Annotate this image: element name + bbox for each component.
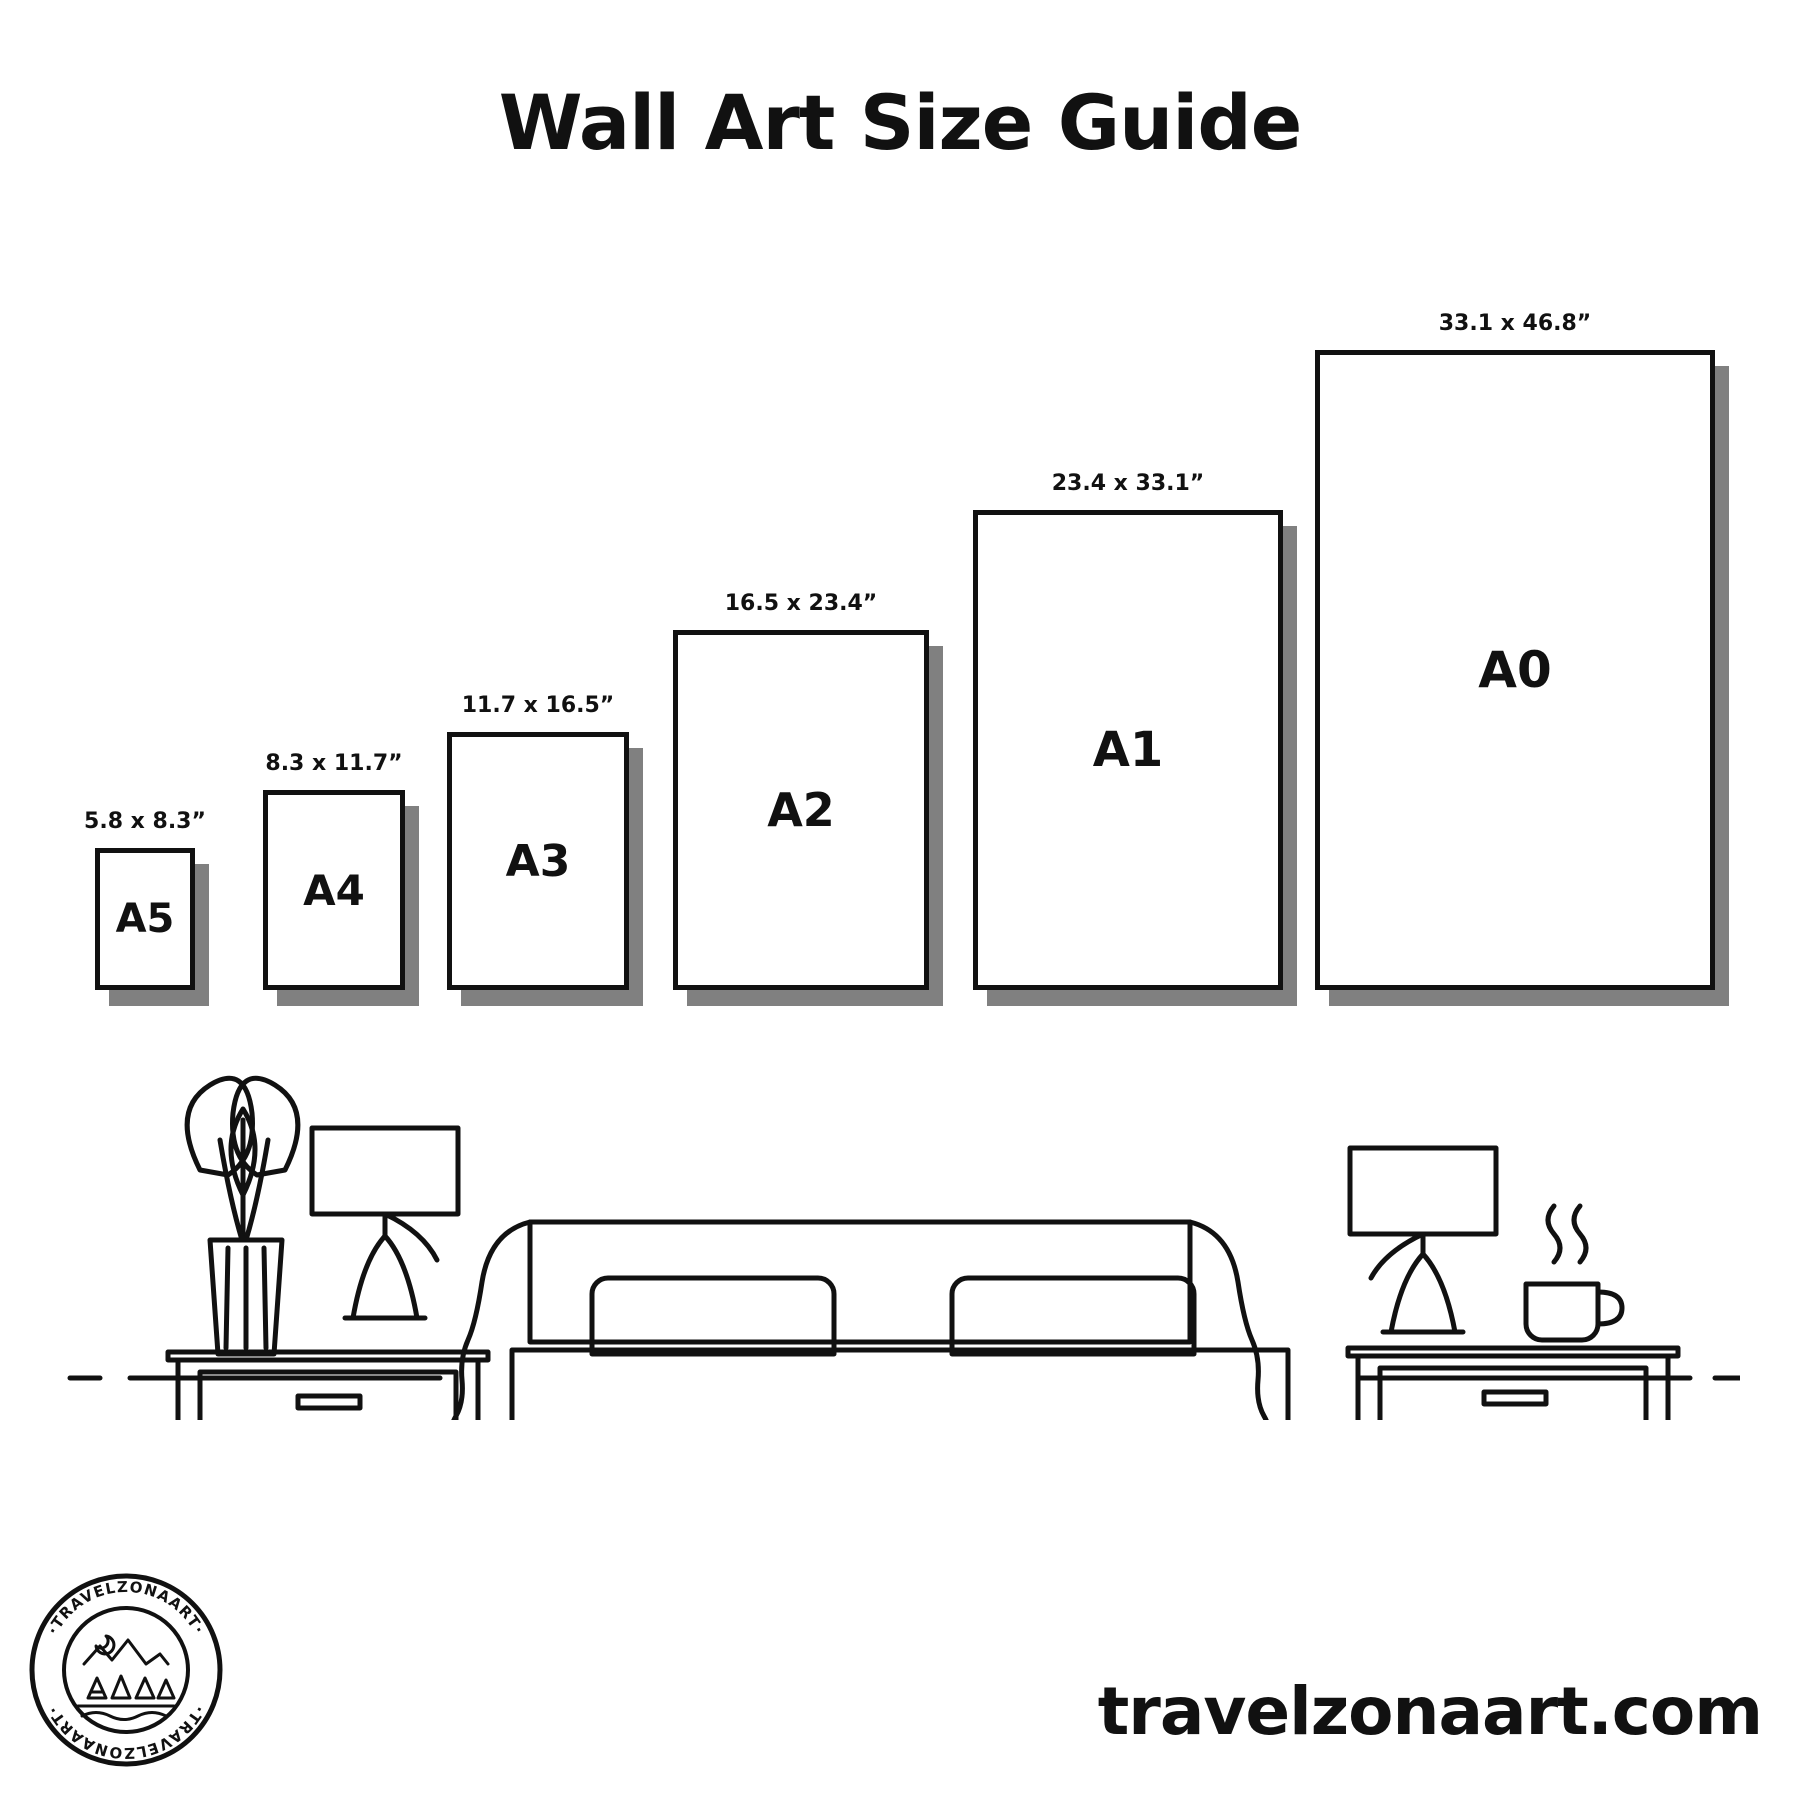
size-frame-a5[interactable] <box>84 809 206 990</box>
brand-logo[interactable] <box>26 1570 226 1770</box>
plant-vase-icon <box>187 1078 298 1354</box>
coffee-cup-icon <box>1526 1206 1622 1340</box>
size-frames-row <box>84 290 1715 990</box>
size-dimensions-label: 5.8 x 8.3” <box>84 809 206 834</box>
frame-box <box>95 848 195 990</box>
size-name-label: A1 <box>1092 722 1164 778</box>
size-dimensions-label: 23.4 x 33.1” <box>1051 471 1205 496</box>
size-frame-a1[interactable] <box>973 471 1283 990</box>
size-name-label: A3 <box>505 835 571 887</box>
size-dimensions-label: 16.5 x 23.4” <box>724 591 878 616</box>
bedroom-illustration <box>60 1000 1740 1420</box>
nightstand-right-icon <box>1348 1348 1678 1420</box>
size-frame-a0[interactable] <box>1315 311 1715 990</box>
size-name-label: A4 <box>303 865 365 915</box>
bed-icon <box>438 1222 1292 1420</box>
nightstand-left-icon <box>168 1352 488 1420</box>
size-frame-a3[interactable] <box>447 693 629 990</box>
size-dimensions-label: 33.1 x 46.8” <box>1438 311 1592 336</box>
size-name-label: A0 <box>1478 641 1552 699</box>
size-name-label: A5 <box>115 896 175 942</box>
svg-text:·TRAVELZONAART·: ·TRAVELZONAART· <box>43 1577 209 1638</box>
size-frame-a2[interactable] <box>673 591 929 990</box>
size-dimensions-label: 8.3 x 11.7” <box>265 751 403 776</box>
frame-box <box>973 510 1283 990</box>
frame-box <box>1315 350 1715 990</box>
size-frame-a4[interactable] <box>263 751 405 990</box>
frame-box <box>447 732 629 990</box>
svg-text:·TRAVELZONAART·: ·TRAVELZONAART· <box>43 1702 209 1763</box>
table-lamp-left-icon <box>312 1128 458 1318</box>
frame-box <box>263 790 405 990</box>
size-dimensions-label: 11.7 x 16.5” <box>461 693 615 718</box>
website-url[interactable]: travelzonaart.com <box>1097 1673 1762 1750</box>
table-lamp-right-icon <box>1350 1148 1496 1332</box>
page-title: Wall Art Size Guide <box>498 78 1302 167</box>
frame-box <box>673 630 929 990</box>
size-name-label: A2 <box>767 783 835 837</box>
